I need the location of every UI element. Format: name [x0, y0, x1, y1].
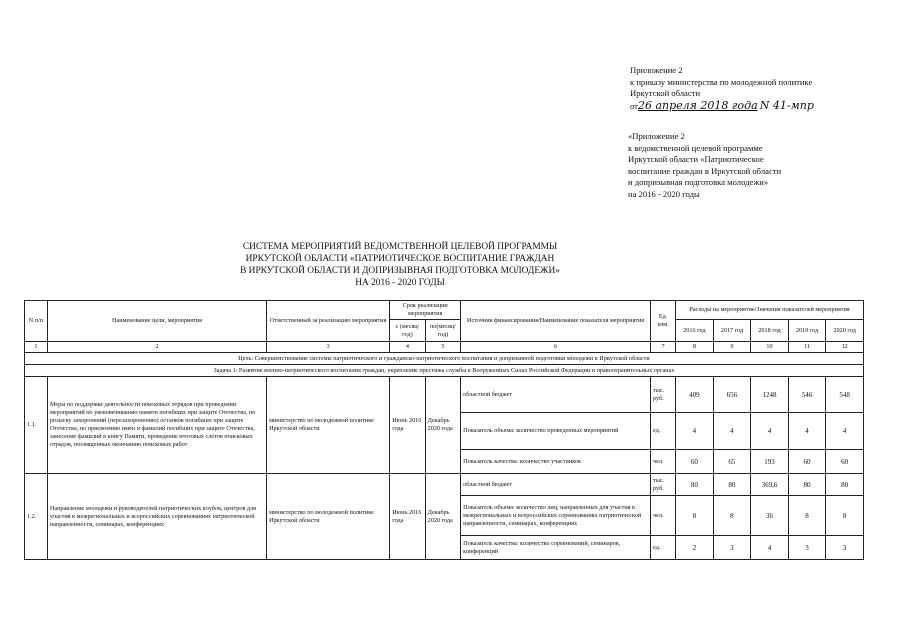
col-number: 3: [267, 342, 390, 353]
table-row: [25, 474, 864, 496]
measure-to: Декабрь 2020 года: [425, 377, 460, 474]
handwritten-date: 26 апреля 2018 года: [637, 98, 758, 112]
measure-name: Направление молодежи и руководителей патриотических клубов, центров для участия в межрегиональных и всероссийских соревнованиях патриотической направленности, семинарах, конференциях: [47, 474, 266, 560]
value-cell: 80: [676, 474, 714, 496]
program-annex-line: и допризывная подготовка молодежи»: [628, 177, 769, 188]
row-number: 1.1.: [25, 377, 48, 474]
source-cell: Показатель качества: количество соревнований, семинаров, конференций: [461, 536, 651, 560]
col-number: 1: [25, 342, 48, 353]
annex-date-line: [630, 100, 890, 113]
program-annex-line: к ведомственной целевой программе: [628, 142, 763, 153]
program-annex-line: воспитание граждан в Иркутской области: [628, 165, 782, 176]
value-cell: 4: [676, 413, 714, 450]
value-cell: 656: [713, 377, 751, 413]
header-year: 2018 год: [751, 320, 789, 342]
value-cell: 2: [676, 536, 714, 560]
title-line: СИСТЕМА МЕРОПРИЯТИЙ ВЕДОМСТВЕННОЙ ЦЕЛЕВОЙ ПРОГРАММЫ: [242, 242, 558, 252]
title-line: В ИРКУТСКОЙ ОБЛАСТИ И ДОПРИЗЫВНАЯ ПОДГОТОВКА МОЛОДЕЖИ»: [240, 266, 560, 276]
value-cell: 80: [713, 474, 751, 496]
value-cell: 3: [826, 536, 864, 560]
annex-line-2: к приказу министерства по молодежной политике: [630, 76, 813, 87]
value-cell: 1248: [751, 377, 789, 413]
program-annex-block: [628, 131, 888, 201]
col-number: 9: [713, 342, 751, 353]
goal-row: Цель: Совершенствование системы патриотического и гражданско-патриотического воспитания и допризывной подготовки молодежи в Иркутской области: [25, 353, 864, 365]
program-annex-line: «Приложение 2: [628, 131, 685, 141]
annex-from-prefix: от: [630, 100, 638, 111]
source-cell: Показатель качества: количество участников: [461, 450, 651, 474]
measure-name: Меры по поддержке деятельности поисковых отрядов при проведении мероприятий по увековечиванию памяти погибших при защите Отечества, по розыску захоронений (перезахоронению) останков погибших при защите Отечества, по присвоению имен и фамилий погибших при защите Отечества, занесение фамилий в книгу Памяти, проведение итоговых слетов поисковых отрядов, посвященных окончанию поисковых работ: [47, 377, 266, 474]
program-annex-line: Иркутской области «Патриотическое: [628, 154, 764, 165]
value-cell: 4: [713, 413, 751, 450]
value-cell: 65: [713, 450, 751, 474]
source-cell: Показатель объема: количество лиц, направленных для участия в межрегиональных и всероссийских соревнованиях патриотической направленности, семинарах, конференциях: [461, 496, 651, 536]
measures-table: [24, 300, 864, 560]
value-cell: 548: [826, 377, 864, 413]
row-number: 1.2.: [25, 474, 48, 560]
annex-line-3: Иркутской области: [630, 88, 701, 99]
value-cell: 4: [751, 536, 789, 560]
value-cell: 4: [788, 413, 826, 450]
annex-line-1: Приложение 2: [630, 65, 683, 75]
col-number: 4: [390, 342, 425, 353]
value-cell: 36: [751, 496, 789, 536]
measure-responsible: министерство по молодежной политике Иркутской области: [267, 377, 390, 474]
unit-cell: тыс. руб.: [651, 377, 676, 413]
column-number-row: [25, 342, 864, 353]
col-number: 5: [425, 342, 460, 353]
measure-from: Июнь 2016 года: [390, 377, 425, 474]
value-cell: 3: [788, 536, 826, 560]
value-cell: 4: [826, 413, 864, 450]
header-expenses: Расходы на мероприятие/Значения показателей мероприятия: [676, 301, 864, 320]
value-cell: 193: [751, 450, 789, 474]
unit-cell: чел.: [651, 450, 676, 474]
col-number: 6: [461, 342, 651, 353]
document-title: [200, 241, 600, 289]
value-cell: 546: [788, 377, 826, 413]
header-name: Наименование цели, мероприятия: [47, 301, 266, 342]
value-cell: 60: [676, 450, 714, 474]
header-responsible: Ответственный за реализацию мероприятия: [267, 301, 390, 342]
header-term: Срок реализации мероприятия: [390, 301, 461, 320]
source-cell: Показатель объема: количество проведенных мероприятий: [461, 413, 651, 450]
handwritten-number: N 41-мпр: [759, 98, 814, 112]
source-cell: областной бюджет: [461, 377, 651, 413]
value-cell: 80: [826, 474, 864, 496]
col-number: 11: [788, 342, 826, 353]
col-number: 10: [751, 342, 789, 353]
unit-cell: ед.: [651, 536, 676, 560]
source-cell: областной бюджет: [461, 474, 651, 496]
value-cell: 369,6: [751, 474, 789, 496]
col-number: 12: [826, 342, 864, 353]
col-number: 2: [47, 342, 266, 353]
header-year: 2020 год: [826, 320, 864, 342]
header-term-from: с (месяц/год): [390, 320, 425, 342]
task-row: Задача 1: Развитие военно-патриотического воспитания граждан, укрепление престижа службы в Вооруженных Силах Российской Федерации и правоохранительных органах: [25, 365, 864, 377]
value-cell: 3: [713, 536, 751, 560]
unit-cell: чел.: [651, 496, 676, 536]
unit-cell: ед.: [651, 413, 676, 450]
annex-block: [630, 65, 890, 112]
value-cell: 4: [751, 413, 789, 450]
unit-cell: тыс. руб.: [651, 474, 676, 496]
header-num: N п/п: [25, 301, 48, 342]
measure-from: Июнь 2016 года: [390, 474, 425, 560]
header-term-to: по(месяц/год): [425, 320, 460, 342]
value-cell: 8: [676, 496, 714, 536]
header-source: Источник финансирования/Наименование показателя мероприятия: [461, 301, 651, 342]
header-unit: Ед. изм.: [651, 301, 676, 342]
measure-responsible: министерство по молодежной политике Иркутской области: [267, 474, 390, 560]
title-line: НА 2016 - 2020 ГОДЫ: [355, 278, 445, 288]
header-year: 2016 год: [676, 320, 714, 342]
program-annex-line: на 2016 - 2020 годы: [628, 188, 700, 199]
value-cell: 60: [826, 450, 864, 474]
col-number: 8: [676, 342, 714, 353]
value-cell: 8: [788, 496, 826, 536]
table-row: [25, 377, 864, 413]
value-cell: 80: [788, 474, 826, 496]
title-line: ИРКУТСКОЙ ОБЛАСТИ «ПАТРИОТИЧЕСКОЕ ВОСПИТАНИЕ ГРАЖДАН: [245, 254, 555, 264]
value-cell: 8: [713, 496, 751, 536]
value-cell: 60: [788, 450, 826, 474]
measure-to: Декабрь 2020 года: [425, 474, 460, 560]
header-year: 2019 год: [788, 320, 826, 342]
header-year: 2017 год: [713, 320, 751, 342]
value-cell: 8: [826, 496, 864, 536]
value-cell: 409: [676, 377, 714, 413]
col-number: 7: [651, 342, 676, 353]
